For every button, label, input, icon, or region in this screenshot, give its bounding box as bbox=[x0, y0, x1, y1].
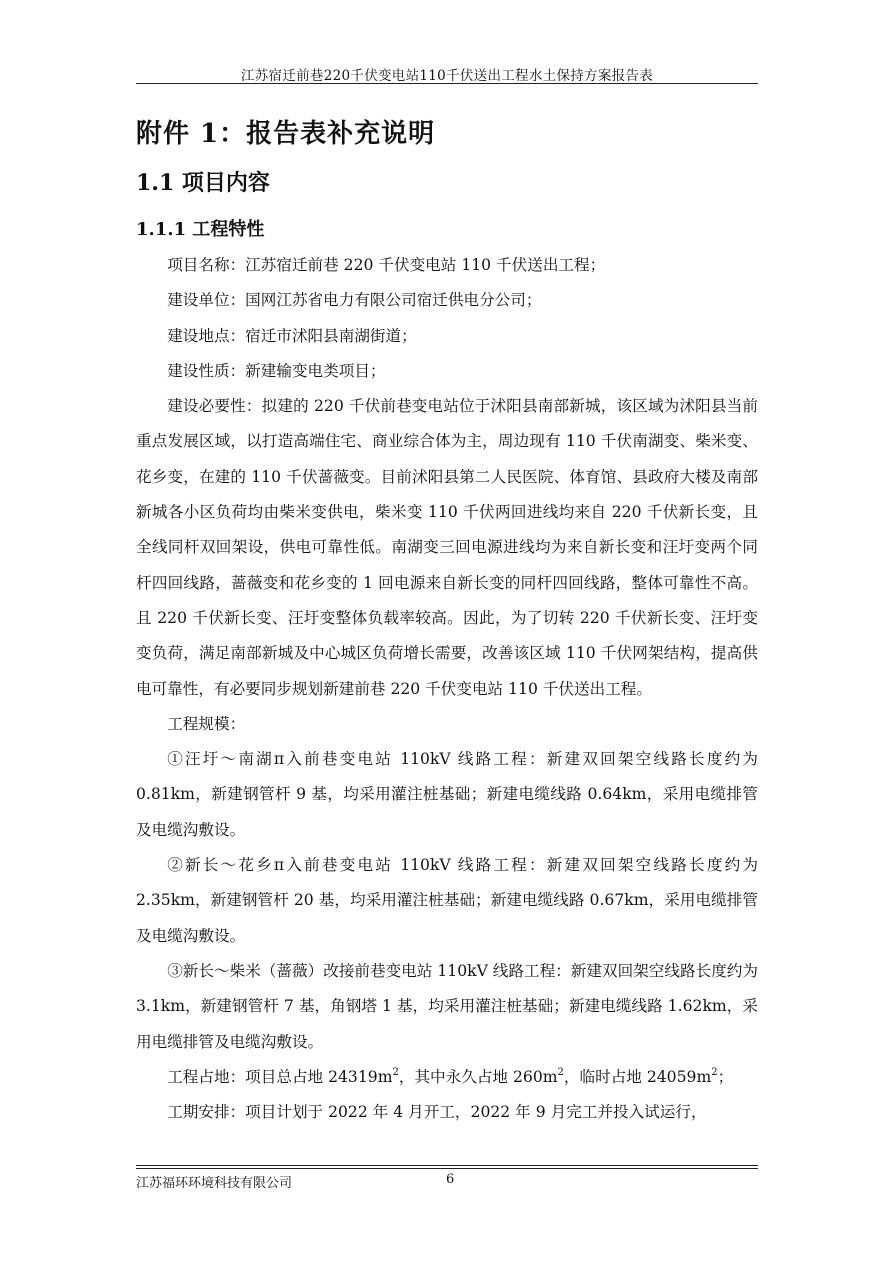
appendix-title: 附件 1：报告表补充说明 bbox=[136, 119, 436, 149]
footer-company: 江苏福环环境科技有限公司 bbox=[136, 1176, 293, 1191]
section-heading: 1.1 项目内容 bbox=[136, 170, 270, 196]
land-sup-3: 2 bbox=[711, 1066, 718, 1078]
header-rule bbox=[136, 83, 758, 84]
land-text-2: ，其中永久占地 260m bbox=[398, 1067, 558, 1086]
page-number: 6 bbox=[446, 1172, 455, 1187]
paragraph-necessity: 建设必要性：拟建的 220 千伏前巷变电站位于沭阳县南部新城，该区域为沭阳县当前重点发展区域，以打造高端住宅、商业综合体为主，周边现有 110 千伏南湖变、柴米变、花乡变，在建的 110 千伏蔷薇变。目前沭阳县第二人民医院、体育馆、县政府大楼及南部新城各小区负荷均由柴米变供电，柴米变 110 千伏两回进线均来自 220 千伏新长变，且全线同杆双回架设，供电可靠性低。南湖变三回电源进线均为来自新长变和汪圩变两个同杆四回线路，蔷薇变和花乡变的 1 回电源来自新长变的同杆四回线路，整体可靠性不高。且 220 千伏新长变、汪圩变整体负载率较高。因此，为了切转 220 千伏新长变、汪圩变变负荷，满足南部新城及中心城区负荷增长需要，改善该区域 110 千伏网架结构，提高供电可靠性，有必要同步规划新建前巷 220 千伏变电站 110 千伏送出工程。 bbox=[136, 397, 758, 698]
paragraph-scale-item-2: ②新长～花乡π入前巷变电站 110kV 线路工程：新建双回架空线路长度约为 2.35km，新建钢管杆 20 基，均采用灌注桩基础；新建电缆线路 0.67km，采用电缆排管及电缆沟敷设。 bbox=[136, 856, 758, 945]
paragraph-scale-item-3: ③新长～柴米（蔷薇）改接前巷变电站 110kV 线路工程：新建双回架空线路长度约为 3.1km，新建钢管杆 7 基，角钢塔 1 基，均采用灌注桩基础；新建电缆线路 1.62km，采用电缆排管及电缆沟敷设。 bbox=[136, 961, 758, 1051]
paragraph-nature: 建设性质：新建输变电类项目； bbox=[167, 361, 386, 380]
land-text-3: ，临时占地 24059m bbox=[563, 1067, 712, 1086]
land-sup-2: 2 bbox=[557, 1066, 564, 1078]
land-sup-1: 2 bbox=[392, 1066, 399, 1078]
paragraph-project-name: 项目名称：江苏宿迁前巷 220 千伏变电站 110 千伏送出工程； bbox=[167, 256, 606, 274]
body-text bbox=[136, 248, 758, 1130]
paragraph-location: 建设地点：宿迁市沭阳县南湖街道； bbox=[167, 326, 417, 345]
paragraph-schedule: 工期安排：项目计划于 2022 年 4 月开工，2022 年 9 月完工并投入试运行， bbox=[167, 1103, 707, 1122]
running-header: 江苏宿迁前巷220千伏变电站110千伏送出工程水土保持方案报告表 bbox=[240, 68, 654, 84]
land-text-1: 工程占地：项目总占地 24319m bbox=[167, 1067, 393, 1086]
paragraph-scale-item-1: ①汪圩～南湖π入前巷变电站 110kV 线路工程：新建双回架空线路长度约为 0.81km，新建钢管杆 9 基，均采用灌注桩基础；新建电缆线路 0.64km，采用电缆排管及电缆沟敷设。 bbox=[136, 750, 758, 839]
footer-rule bbox=[136, 1165, 758, 1166]
paragraph-builder: 建设单位：国网江苏省电力有限公司宿迁供电分公司； bbox=[167, 291, 542, 310]
subsection-heading: 1.1.1 工程特性 bbox=[136, 219, 265, 240]
footer-rule-thin bbox=[136, 1168, 758, 1169]
paragraph-scale-heading: 工程规模： bbox=[167, 714, 246, 733]
land-text-4: ； bbox=[717, 1067, 734, 1086]
paragraph-land-use bbox=[136, 1060, 758, 1095]
